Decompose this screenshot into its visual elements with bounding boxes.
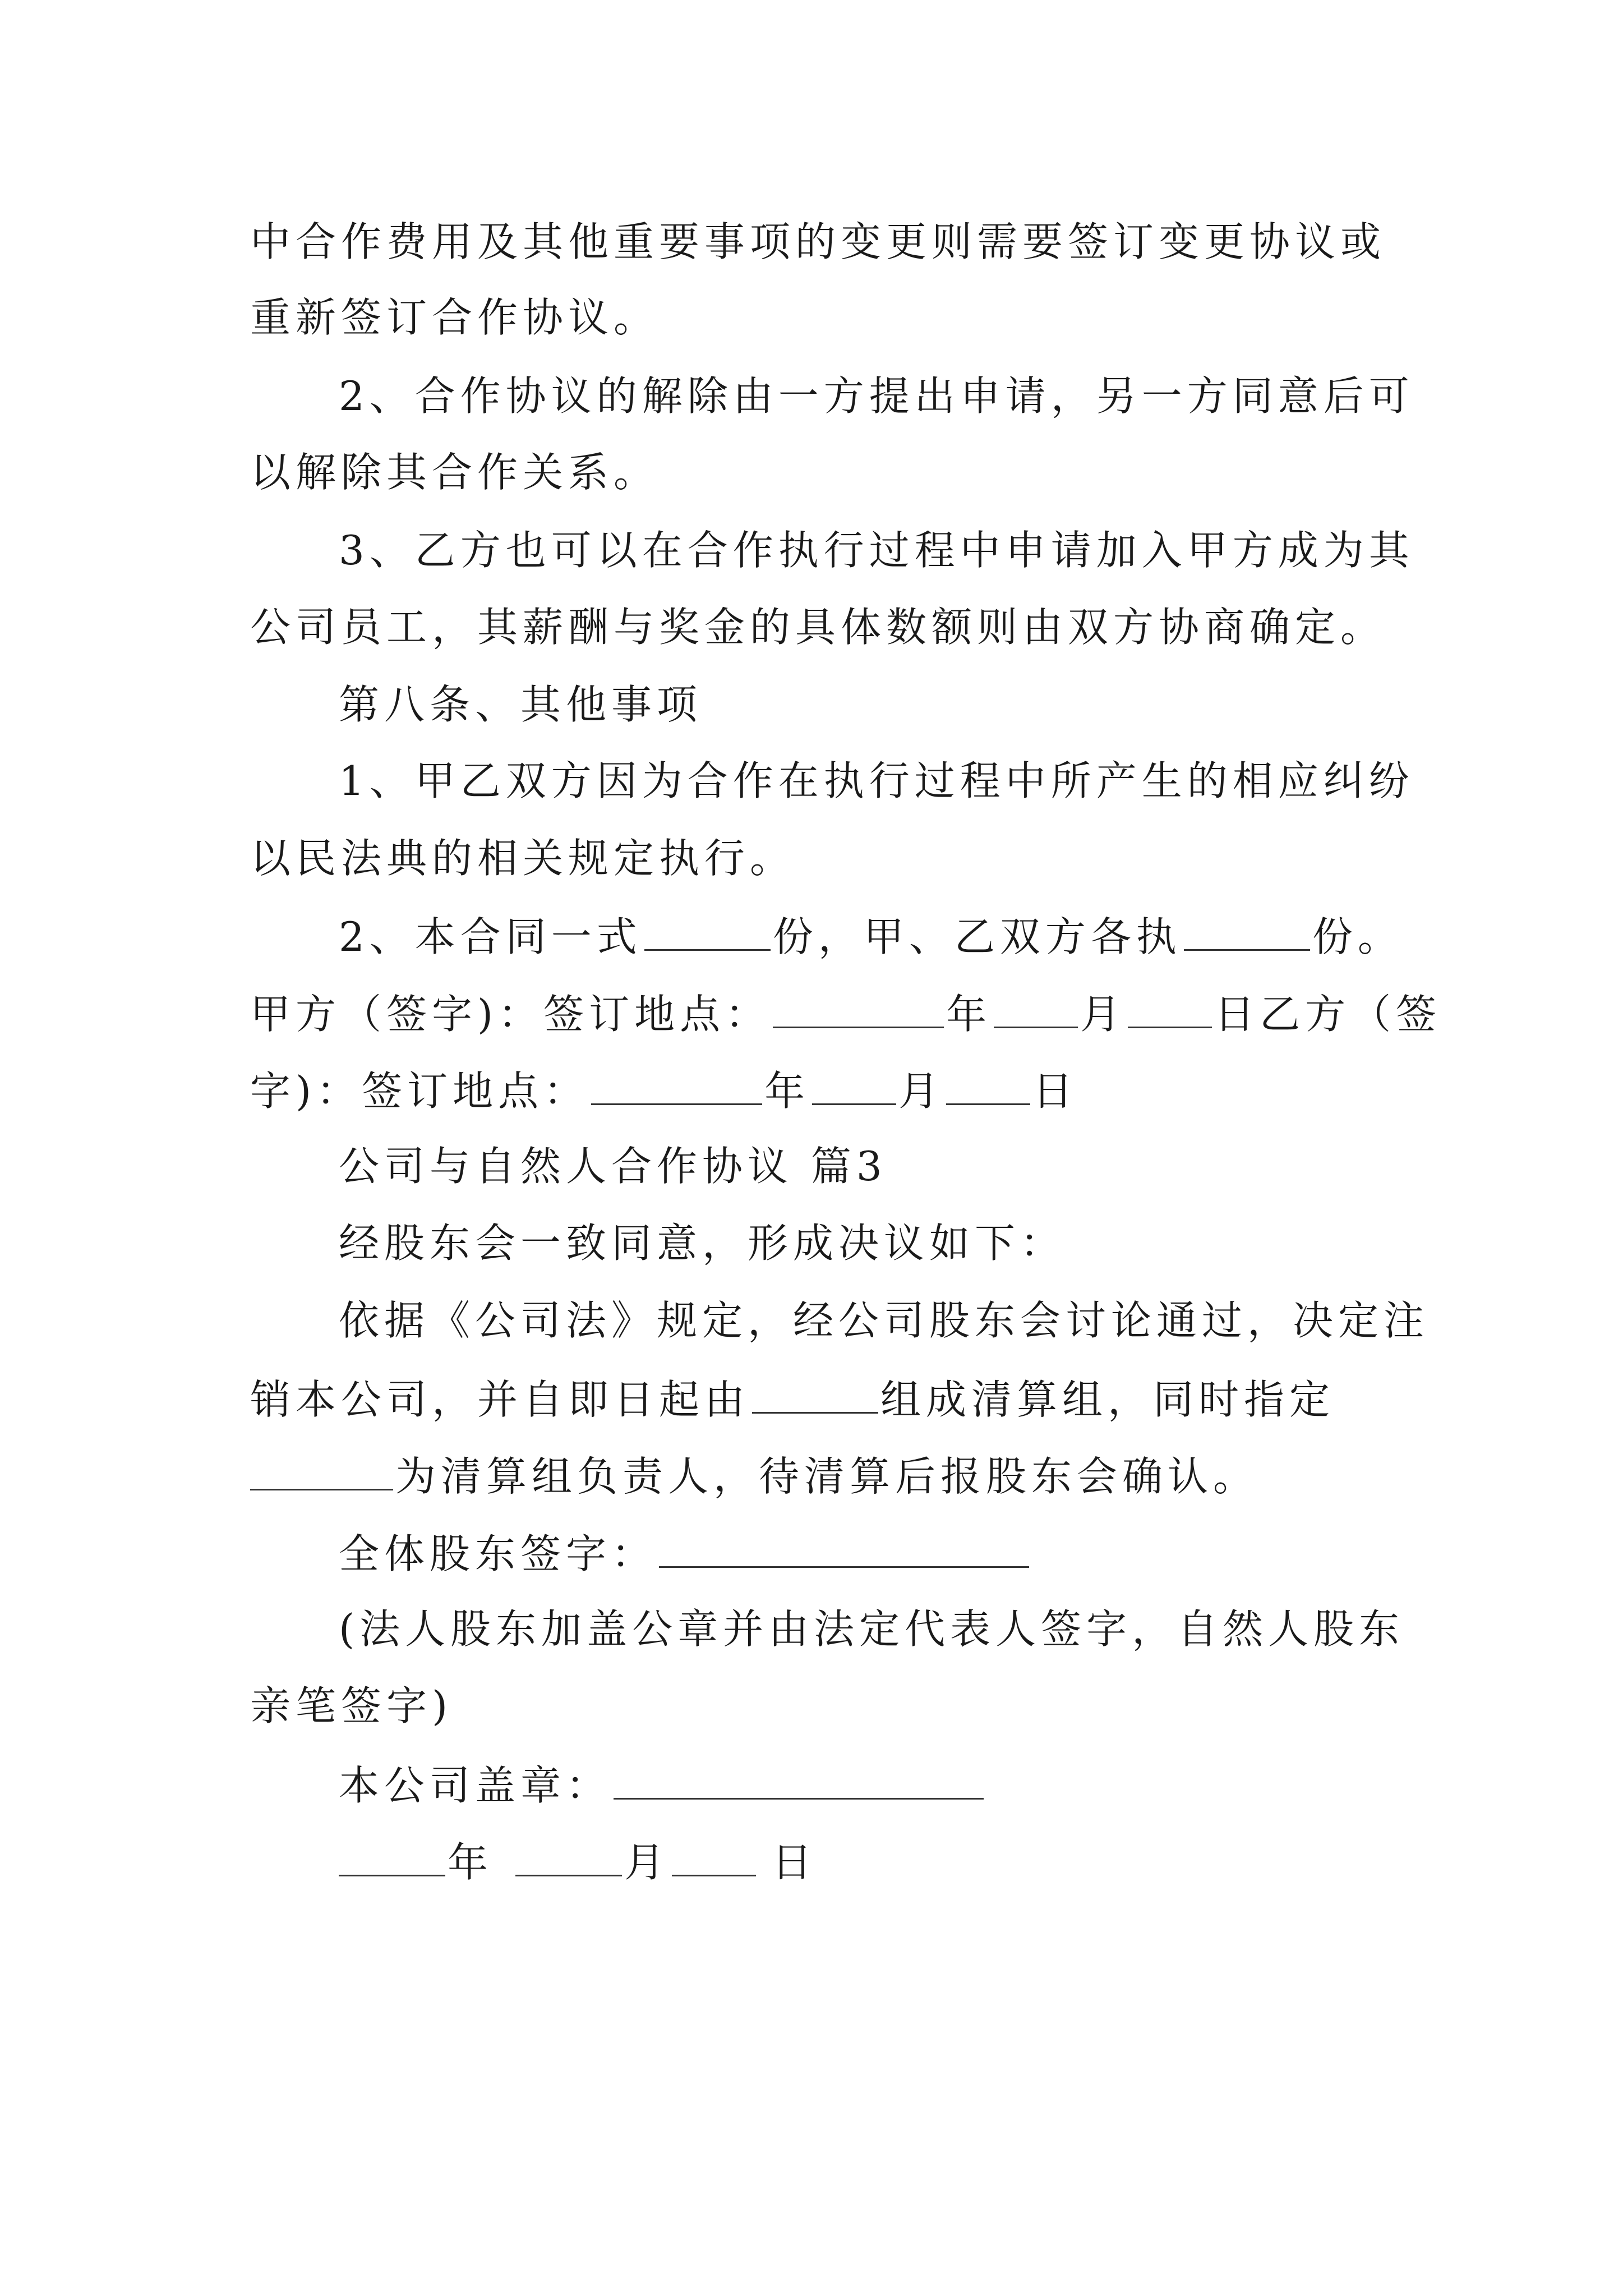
resolution-line2-suffix: 组成清算组，同时指定 [880, 1376, 1335, 1423]
resolution-line3-suffix: 为清算组负责人，待清算后报股东会确认。 [395, 1453, 1259, 1500]
party-a-day-party-b-label: 日乙方（签 [1214, 991, 1442, 1038]
liquidation-group-blank[interactable] [752, 1377, 878, 1414]
item2-line2: 以解除其合作关系。 [250, 449, 660, 496]
sign-line1 [250, 991, 1442, 1038]
party-b-place-blank[interactable] [591, 1069, 762, 1105]
item3-line1: 3、乙方也可以在合作执行过程中申请加入甲方成为其 [339, 527, 1414, 574]
article8-item1-line1: 1、甲乙双方因为合作在执行过程中所产生的相应纠纷 [339, 757, 1414, 804]
date-year-label: 年 [448, 1839, 494, 1886]
item3-line2: 公司员工，其薪酬与奖金的具体数额则由双方协商确定。 [250, 604, 1386, 651]
party-a-day-blank[interactable] [1128, 992, 1212, 1028]
company-seal-blank[interactable] [614, 1763, 984, 1800]
party-b-label: 字)：签订地点： [250, 1068, 589, 1115]
copies-prefix: 2、本合同一式 [339, 913, 642, 960]
para1-line1: 中合作费用及其他重要事项的变更则需要签订变更协议或 [250, 218, 1386, 265]
resolution-line2-prefix: 销本公司，并自即日起由 [250, 1376, 750, 1423]
group-leader-blank[interactable] [250, 1454, 393, 1490]
date-year-blank[interactable] [339, 1840, 445, 1876]
shareholders-sign [339, 1530, 1031, 1577]
article8-item1-line2: 以民法典的相关规定执行。 [250, 835, 796, 882]
party-a-month-blank[interactable] [994, 992, 1078, 1028]
date-day-label: 日 [772, 1839, 818, 1886]
section3-title: 公司与自然人合作协议 篇3 [339, 1143, 887, 1190]
resolution-body-line2 [250, 1376, 1335, 1423]
party-a-label: 甲方（签字)：签订地点： [250, 991, 771, 1038]
resolution-body-line3 [250, 1453, 1259, 1500]
note-line1: (法人股东加盖公章并由法定代表人签字，自然人股东 [339, 1605, 1405, 1653]
copies-total-blank[interactable] [644, 914, 771, 951]
sign-line2 [250, 1068, 1078, 1115]
party-b-day-label: 日 [1032, 1068, 1078, 1115]
party-b-month-label: 月 [898, 1068, 944, 1115]
party-b-month-blank[interactable] [812, 1069, 896, 1105]
copies-suffix: 份。 [1312, 913, 1403, 960]
company-seal-label: 本公司盖章： [339, 1762, 612, 1809]
article8-item2 [339, 913, 1403, 960]
date-month-blank[interactable] [515, 1840, 622, 1876]
party-a-year-label: 年 [946, 991, 992, 1038]
party-a-month-label: 月 [1080, 991, 1126, 1038]
shareholders-sign-label: 全体股东签字： [339, 1530, 657, 1577]
shareholders-sign-blank[interactable] [659, 1531, 1029, 1568]
note-line2: 亲笔签字) [250, 1682, 453, 1729]
party-b-day-blank[interactable] [946, 1069, 1030, 1105]
party-a-place-blank[interactable] [773, 992, 944, 1028]
item2-line1: 2、合作协议的解除由一方提出申请，另一方同意后可 [339, 372, 1414, 420]
company-seal [339, 1762, 986, 1809]
para1-line2: 重新签订合作协议。 [250, 294, 660, 341]
resolution-body-line1: 依据《公司法》规定，经公司股东会讨论通过，决定注 [339, 1297, 1430, 1344]
date-day-blank[interactable] [672, 1840, 756, 1876]
copies-mid: 份，甲、乙双方各执 [772, 913, 1182, 960]
copies-each-blank[interactable] [1184, 914, 1310, 951]
party-b-year-label: 年 [764, 1068, 810, 1115]
resolution-intro: 经股东会一致同意，形成决议如下： [339, 1220, 1066, 1267]
date-month-label: 月 [624, 1839, 670, 1886]
date-line [339, 1839, 818, 1886]
article8-heading: 第八条、其他事项 [339, 681, 703, 728]
